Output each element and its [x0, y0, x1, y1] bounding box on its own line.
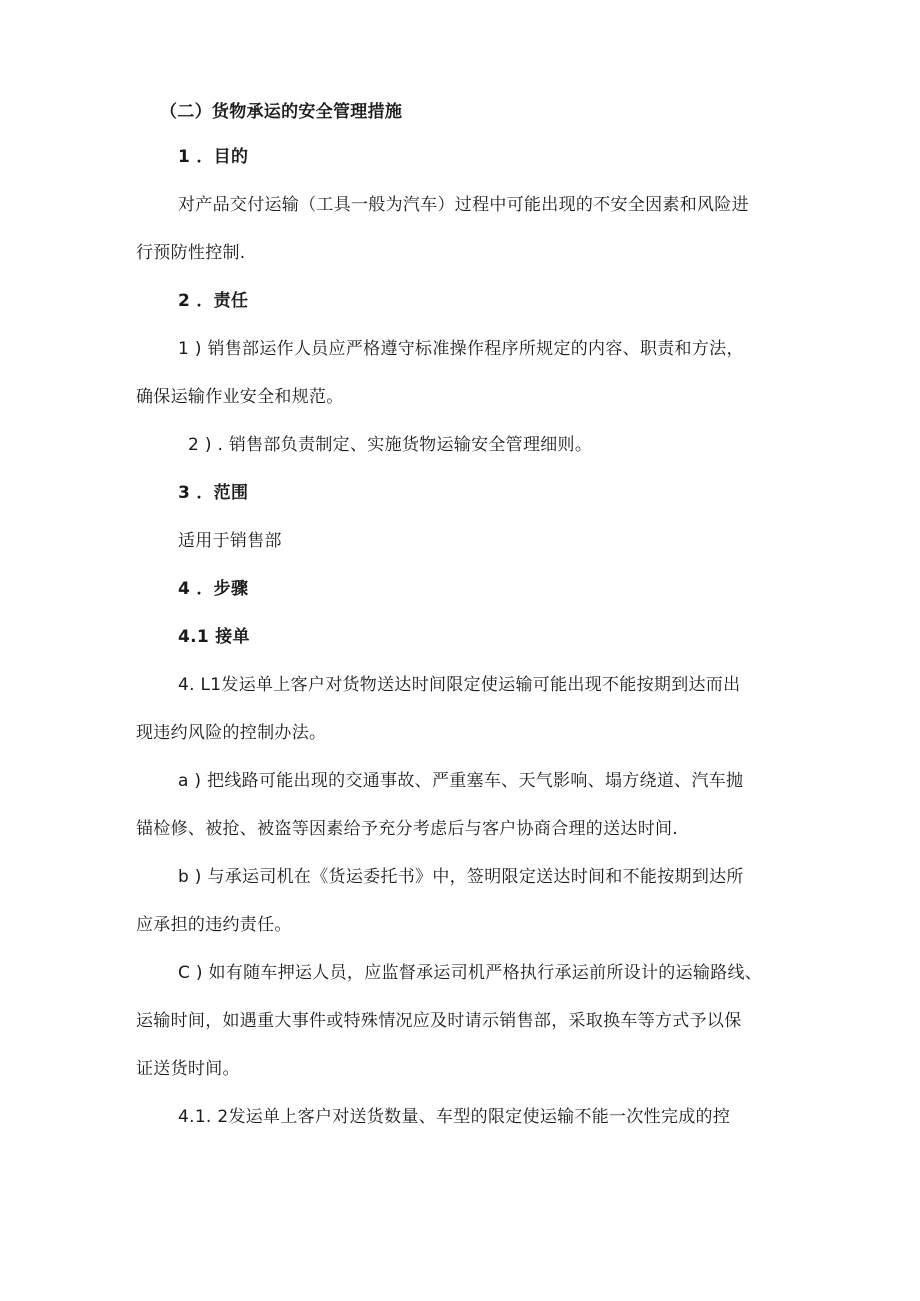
paragraph-line: 证送货时间。	[136, 1059, 240, 1079]
heading-scope: 3 ．范围	[178, 483, 249, 503]
heading-responsibility: 2 ．责任	[178, 291, 249, 311]
paragraph-line: 1 ) 销售部运作人员应严格遵守标准操作程序所规定的内容、职责和方法，	[178, 339, 744, 359]
heading-steps: 4 ．步骤	[178, 579, 249, 599]
paragraph-line: 锚检修、被抢、被盗等因素给予充分考虑后与客户协商合理的送达时间.	[136, 819, 679, 839]
paragraph-line: 运输时间，如遇重大事件或特殊情况应及时请示销售部，采取换车等方式予以保	[136, 1011, 742, 1031]
heading-receive-order: 4.1 接单	[178, 627, 250, 647]
paragraph-line: 确保运输作业安全和规范。	[136, 387, 344, 407]
paragraph-line: 应承担的违约责任。	[136, 915, 292, 935]
paragraph-line: 现违约风险的控制办法。	[136, 723, 327, 743]
paragraph-line: a ) 把线路可能出现的交通事故、严重塞车、天气影响、塌方绕道、汽车抛	[178, 771, 744, 791]
section-title: （二）货物承运的安全管理措施	[160, 102, 403, 122]
paragraph-line: 4. L1发运单上客户对货物送达时间限定使运输可能出现不能按期到达而出	[178, 675, 741, 695]
heading-purpose: 1 ．目的	[178, 147, 249, 167]
paragraph-line: C ) 如有随车押运人员，应监督承运司机严格执行承运前所设计的运输路线、	[178, 963, 763, 983]
paragraph-line: 对产品交付运输（工具一般为汽车）过程中可能出现的不安全因素和风险进	[178, 195, 749, 215]
paragraph-line: b ) 与承运司机在《货运委托书》中，签明限定送达时间和不能按期到达所	[178, 867, 744, 887]
paragraph-line: 适用于销售部	[178, 531, 282, 551]
paragraph-line: 2 ) . 销售部负责制定、实施货物运输安全管理细则。	[188, 435, 593, 455]
paragraph-line: 4.1. 2发运单上客户对送货数量、车型的限定使运输不能一次性完成的控	[178, 1107, 731, 1127]
paragraph-line: 行预防性控制.	[136, 243, 246, 263]
